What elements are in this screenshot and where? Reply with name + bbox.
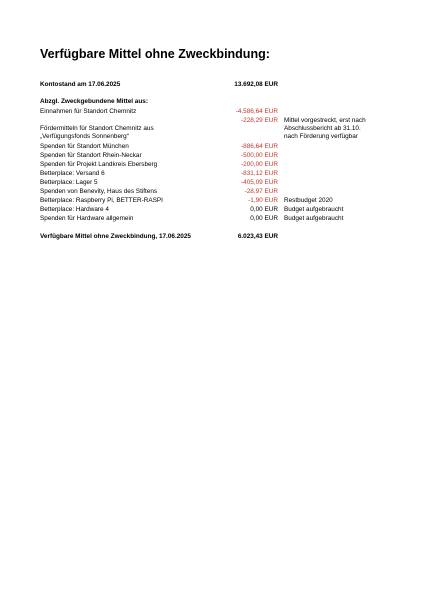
row-amount: -200,00 EUR <box>241 161 278 168</box>
section-label: Abzgl. Zweckgebundene Mittel aus: <box>40 98 148 105</box>
row-note: nach Förderung verfügbar <box>284 133 358 140</box>
row-label: Spenden von Benevity, Haus des Stiftens <box>40 188 158 195</box>
row-amount: -1,90 EUR <box>248 197 278 204</box>
row-note: Abschlussbericht ab 31.10. <box>284 125 361 132</box>
row-label: Spenden für Hardware allgemein <box>40 215 134 222</box>
row-amount: -28,97 EUR <box>244 188 278 195</box>
row-note: Budget aufgebraucht <box>284 206 344 213</box>
row-label: Betterplace: Versand 6 <box>40 170 105 177</box>
page-title: Verfügbare Mittel ohne Zweckbindung: <box>40 47 270 61</box>
total-label: Verfügbare Mittel ohne Zweckbindung, 17.06.2025 <box>40 233 191 240</box>
row-label: Betterplace: Raspberry Pi, BETTER-RASPI <box>40 197 163 204</box>
row-amount: 0,00 EUR <box>250 206 278 213</box>
row-label: Betterplace: Lager 5 <box>40 179 98 186</box>
row-label: Einnahmen für Standort Chemnitz <box>40 108 137 115</box>
row-note: Budget aufgebraucht <box>284 215 344 222</box>
row-note: Restbudget 2020 <box>284 197 333 204</box>
row-label: Betterplace: Hardware 4 <box>40 206 109 213</box>
row-amount: 0,00 EUR <box>250 215 278 222</box>
row-label: Spenden für Projekt Landkreis Ebersberg <box>40 161 158 168</box>
row-label: Spenden für Standort München <box>40 143 129 150</box>
row-amount: -831,12 EUR <box>241 170 278 177</box>
row-amount: -500,00 EUR <box>241 152 278 159</box>
row-amount: -228,29 EUR <box>241 117 278 124</box>
row-amount: -886,64 EUR <box>241 143 278 150</box>
row-label: Fördermitteln für Standort Chemnitz aus <box>40 125 154 132</box>
row-label: „Verfügungsfonds Sonnenberg“ <box>40 133 129 140</box>
row-note: Mittel vorgestreckt, erst nach <box>284 117 366 124</box>
row-amount: -405,09 EUR <box>241 179 278 186</box>
balance-amount: 13.692,08 EUR <box>234 81 278 88</box>
row-amount: -4.586,64 EUR <box>235 108 278 115</box>
balance-label: Kontostand am 17.06.2025 <box>40 81 121 88</box>
total-amount: 6.023,43 EUR <box>237 233 278 240</box>
row-label: Spenden für Standort Rhein-Neckar <box>40 152 142 159</box>
